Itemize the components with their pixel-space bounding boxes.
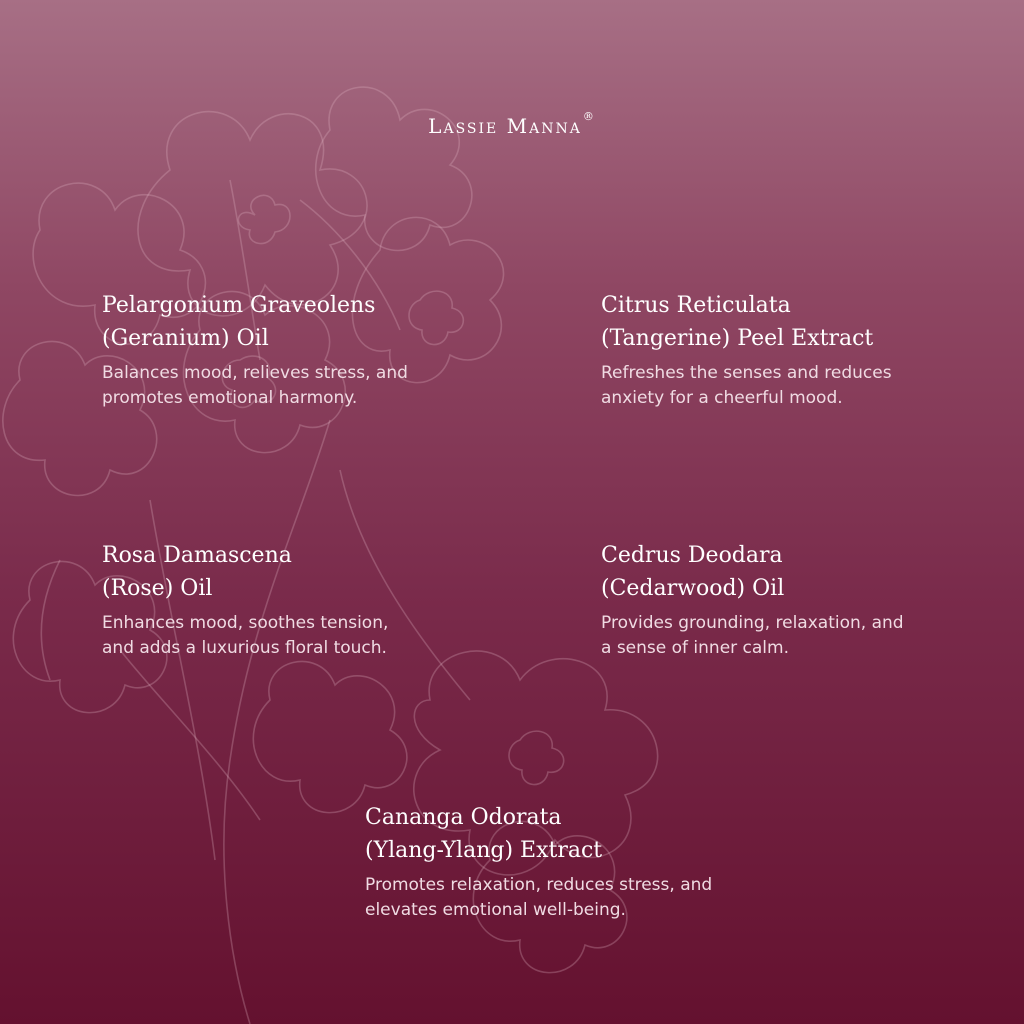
ingredient-ylang-ylang: [365, 801, 745, 923]
ingredient-rose: [102, 539, 482, 661]
ingredient-description: Provides grounding, relaxation, and a sense of inner calm.: [601, 613, 904, 658]
brand-logo: [0, 110, 1024, 138]
registered-trademark-mark: ®: [582, 110, 596, 123]
geranium-stems: [41, 420, 470, 1024]
ingredient-geranium: [102, 289, 482, 411]
ingredient-description: Refreshes the senses and reduces anxiety for a cheerful mood.: [601, 363, 892, 408]
ingredient-name: Cedrus Deodara (Cedarwood) Oil: [601, 543, 785, 601]
ingredient-description: Promotes relaxation, reduces stress, and elevates emotional well-being.: [365, 875, 713, 920]
ingredient-name: Cananga Odorata (Ylang-Ylang) Extract: [365, 805, 603, 863]
ingredient-cedarwood: [601, 539, 981, 661]
ingredient-name: Citrus Reticulata (Tangerine) Peel Extract: [601, 293, 874, 351]
brand-name: Lassie Manna: [428, 114, 582, 138]
ingredient-description: Balances mood, relieves stress, and promotes emotional harmony.: [102, 363, 408, 408]
ingredient-tangerine: [601, 289, 981, 411]
ingredient-name: Pelargonium Graveolens (Geranium) Oil: [102, 293, 376, 351]
ingredient-name: Rosa Damascena (Rose) Oil: [102, 543, 292, 601]
ingredient-description: Enhances mood, soothes tension, and adds a luxurious floral touch.: [102, 613, 389, 658]
